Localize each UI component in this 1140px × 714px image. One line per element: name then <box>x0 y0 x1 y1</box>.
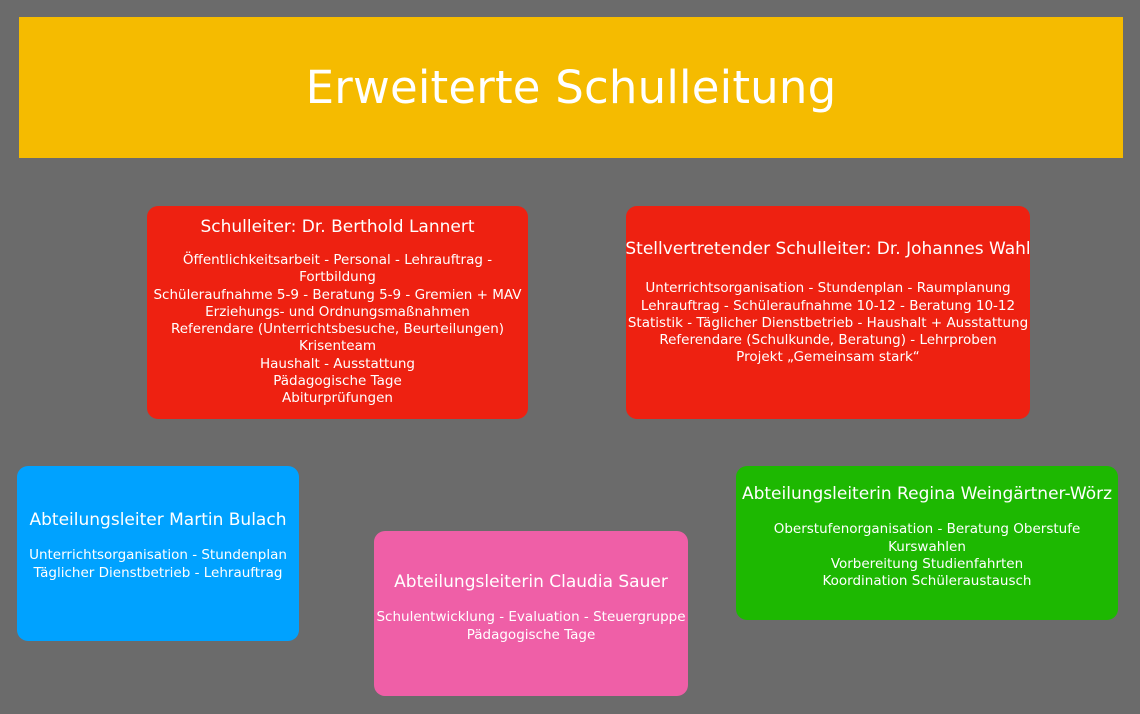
box-weingaertner <box>736 466 1118 620</box>
box-line: Koordination Schüleraustausch <box>822 573 1032 590</box>
box-line: Pädagogische Tage <box>273 373 402 390</box>
title-banner <box>19 17 1123 158</box>
box-line: Oberstufenorganisation - Beratung Oberstufe <box>773 521 1081 538</box>
box-line: Schüleraufnahme 5-9 - Beratung 5-9 - Gremien + MAV <box>153 286 522 303</box>
box-line: Referendare (Schulkunde, Beratung) - Lehrproben <box>659 332 997 349</box>
box-line: Unterrichtsorganisation - Stundenplan - Raumplanung <box>645 280 1011 297</box>
box-line: Krisenteam <box>298 338 377 355</box>
box-sauer <box>374 531 688 696</box>
box-line: Statistik - Täglicher Dienstbetrieb - Haushalt + Ausstattung <box>627 314 1029 331</box>
box-title: Abteilungsleiter Martin Bulach <box>29 510 287 531</box>
box-lines <box>376 609 685 644</box>
box-bulach <box>17 466 299 641</box>
box-line: Referendare (Unterrichtsbesuche, Beurteilungen) <box>170 321 505 338</box>
box-line: Lehrauftrag - Schüleraufnahme 10-12 - Beratung 10-12 <box>640 297 1016 314</box>
box-lines <box>628 280 1028 366</box>
box-line: Schulentwicklung - Evaluation - Steuergruppe <box>376 609 686 626</box>
box-line: Unterrichtsorganisation - Stundenplan <box>29 547 287 564</box>
box-line: Projekt „Gemeinsam stark“ <box>736 349 920 366</box>
box-line: Erziehungs- und Ordnungsmaßnahmen <box>205 303 470 320</box>
box-line: Fortbildung <box>299 269 376 286</box>
box-lines <box>29 547 287 582</box>
page-title: Erweiterte Schulleitung <box>305 61 837 114</box>
box-line: Kurswahlen <box>888 538 966 555</box>
box-stellvertreter <box>626 206 1030 419</box>
box-line: Abiturprüfungen <box>282 390 393 407</box>
box-line: Vorbereitung Studienfahrten <box>830 556 1024 572</box>
box-title: Schulleiter: Dr. Berthold Lannert <box>200 217 475 237</box>
box-line: Öffentlichkeitsarbeit - Personal - Lehrauftrag - <box>182 252 493 268</box>
box-line: Täglicher Dienstbetrieb - Lehrauftrag <box>33 564 283 581</box>
box-title: Abteilungsleiterin Claudia Sauer <box>394 572 668 593</box>
box-lines <box>153 252 521 408</box>
box-lines <box>774 521 1081 590</box>
box-title: Abteilungsleiterin Regina Weingärtner-Wörz <box>741 484 1113 505</box>
box-title: Stellvertretender Schulleiter: Dr. Johannes Wahl <box>625 239 1031 260</box>
box-line: Haushalt - Ausstattung <box>259 355 416 372</box>
box-schulleiter <box>147 206 528 419</box>
box-line: Pädagogische Tage <box>466 626 596 643</box>
